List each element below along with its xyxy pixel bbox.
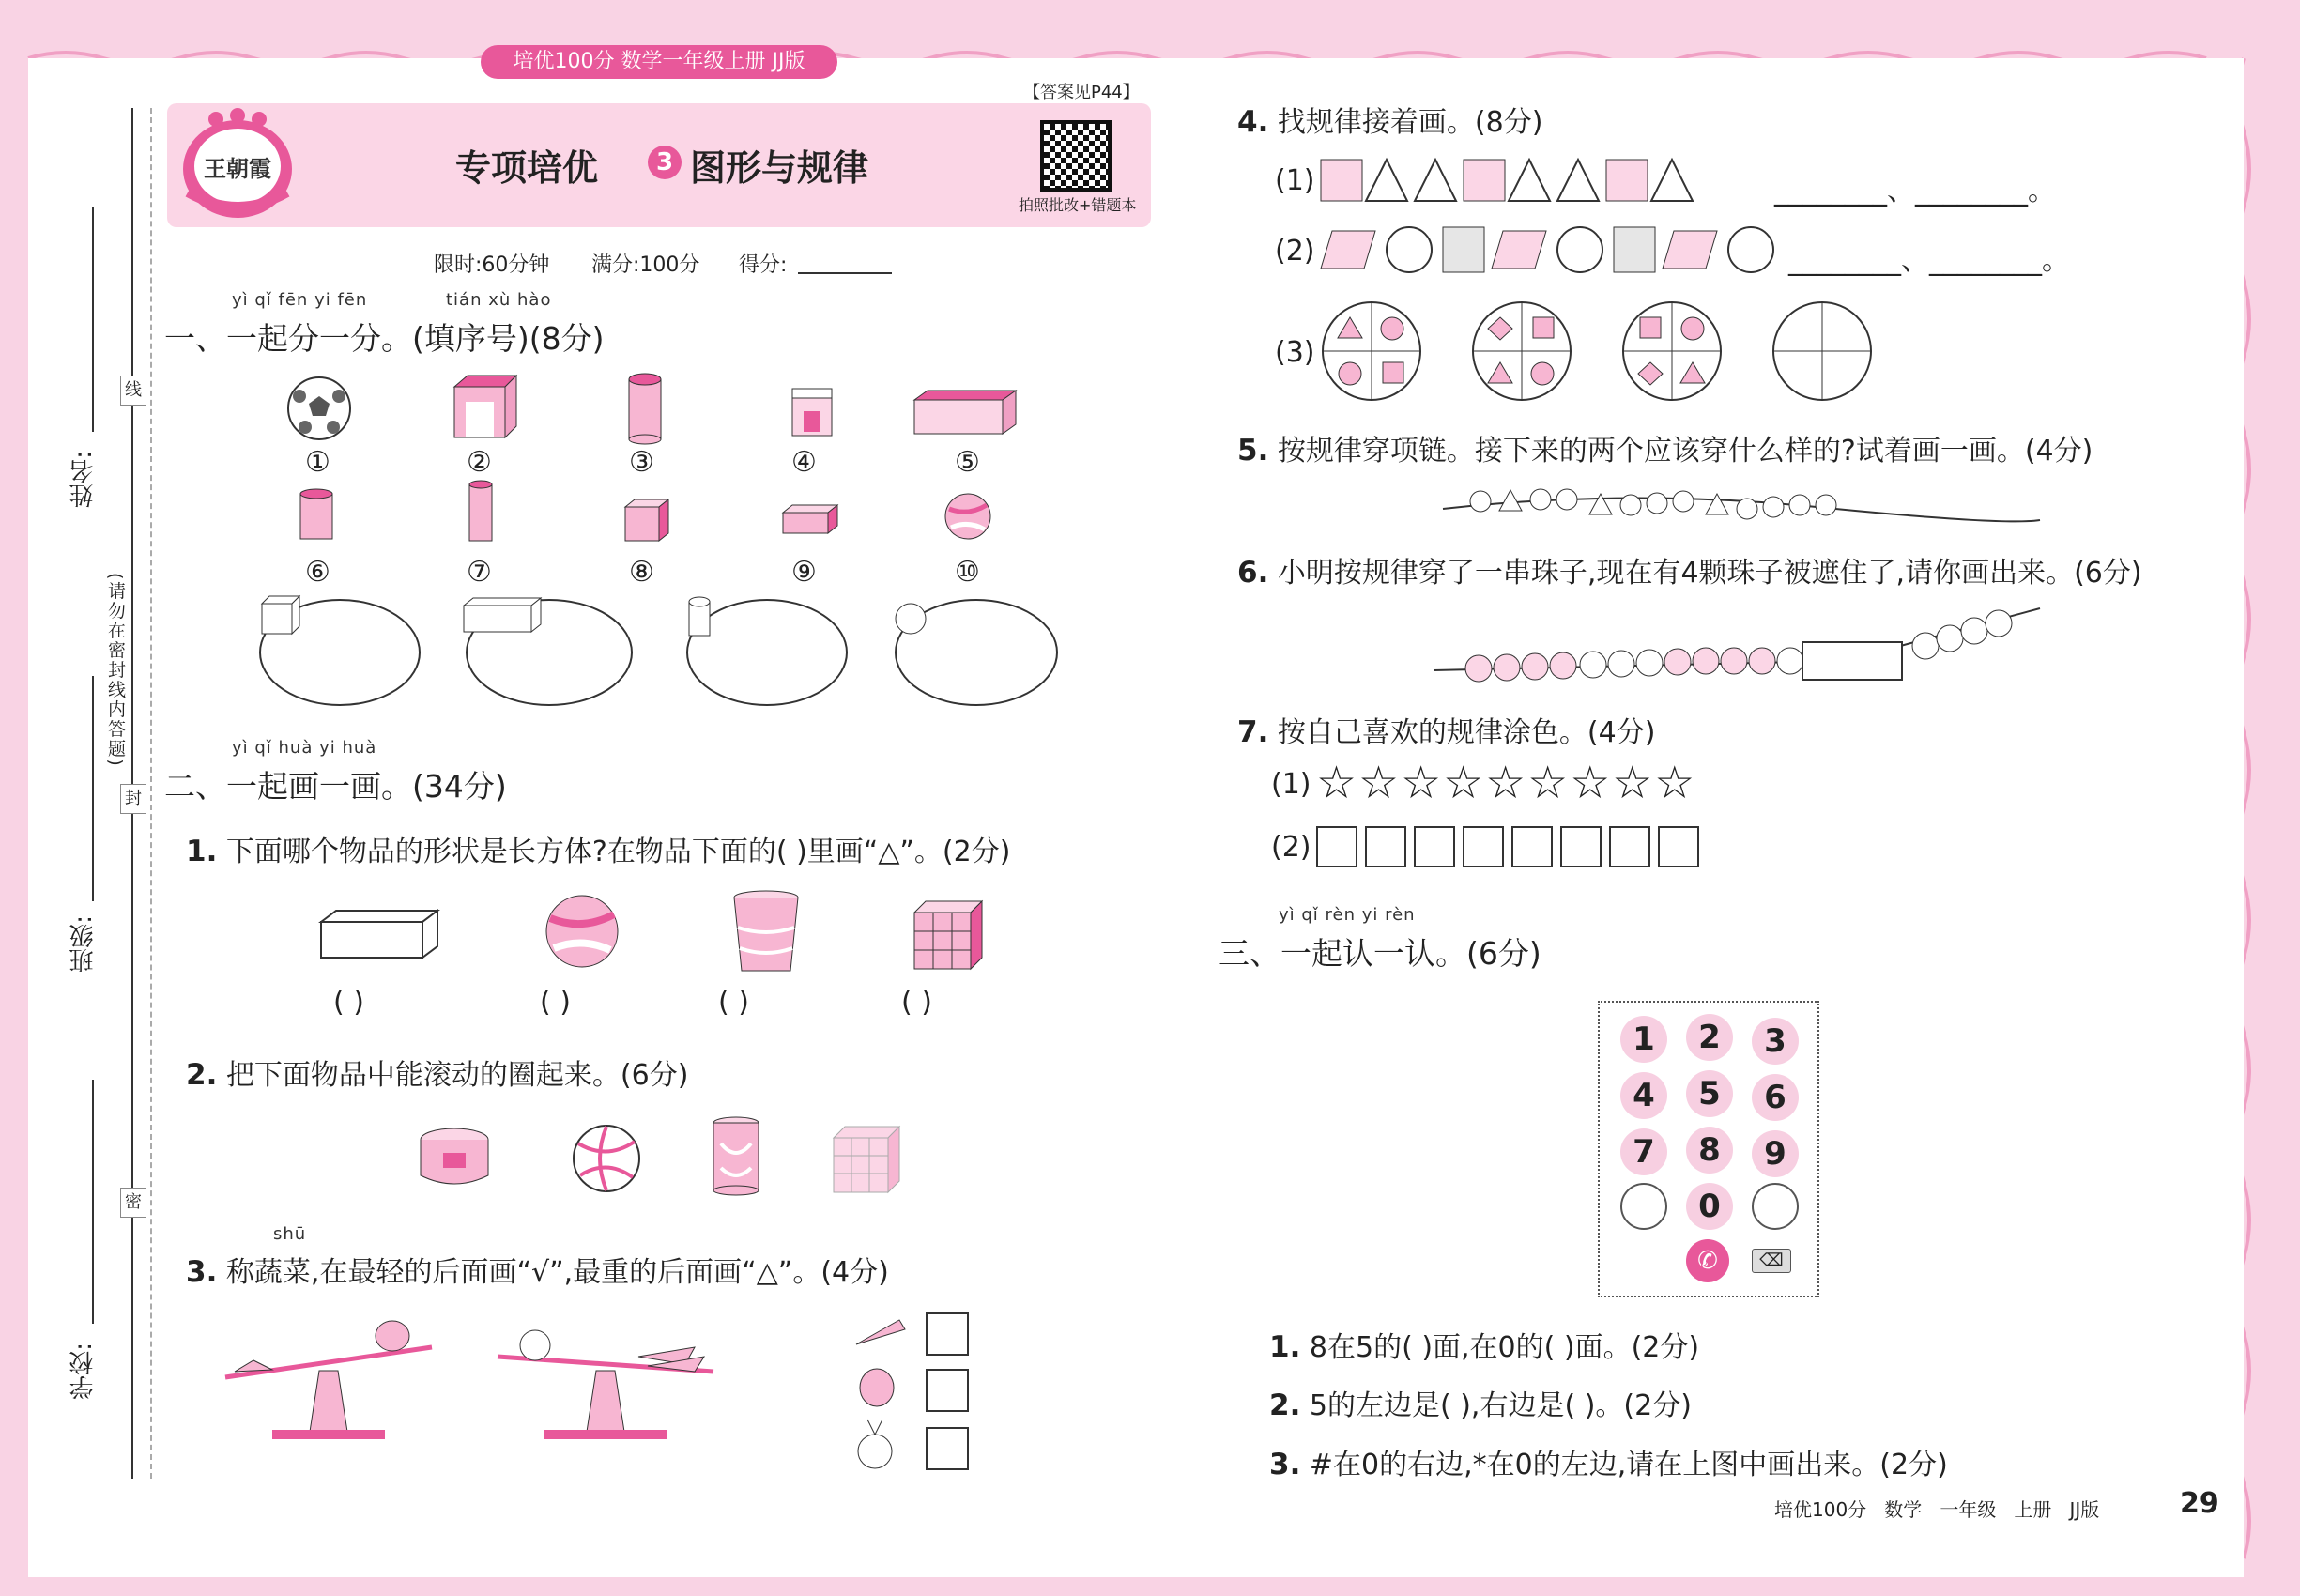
key-blank-left[interactable] (1620, 1183, 1667, 1230)
qr-code[interactable] (1040, 120, 1112, 192)
q6-beads[interactable] (1432, 599, 2042, 683)
q3-pinyin: shū (273, 1224, 307, 1244)
s3-question1: 1. 8在5的( )面,在0的( )面。(2分) (1269, 1330, 1700, 1364)
key-9[interactable]: 9 (1752, 1130, 1799, 1177)
item-cube-box (452, 374, 518, 439)
unit-number-badge: 3 (648, 146, 682, 179)
banner-title: 专项培优 (455, 147, 599, 189)
call-icon[interactable]: ✆ (1686, 1239, 1729, 1282)
s2-question1: 1. 下面哪个物品的形状是长方体?在物品下面的( )里画“△”。(2分) (186, 835, 1011, 868)
q4-row2-pattern (1319, 225, 1788, 278)
s2-question3: shū 3. 称蔬菜,在最轻的后面画“√”,最重的后面画“△”。(4分) (186, 1224, 889, 1289)
scale-radish-carrots (488, 1319, 723, 1441)
phone-keypad (1598, 1001, 1819, 1297)
key-0[interactable]: 0 (1686, 1183, 1733, 1230)
label-5: ⑤ (955, 446, 980, 479)
item-soccer-ball (286, 376, 352, 441)
sorting-oval-cuboid[interactable] (460, 594, 634, 707)
label-8: ⑧ (629, 556, 654, 589)
q2-item-can[interactable] (712, 1115, 760, 1196)
section1-pinyin2: tián xù hào (446, 290, 552, 310)
section2-title: yì qǐ huà yi huà 二、一起画一画。(34分) (164, 738, 507, 805)
q4-row1-pattern (1319, 156, 1770, 205)
section1-pinyin1: yì qǐ fēn yi fēn (232, 290, 368, 310)
time-limit: 限时:60分钟 (434, 253, 550, 277)
q7-row2-label: (2) (1271, 831, 1311, 864)
veg-pepper (858, 1361, 896, 1408)
section1-title: yì qǐ fēn yi fēn tián xù hào 一、一起分一分。(填序号)(8分) (164, 290, 605, 357)
q7-row1-label: (1) (1271, 768, 1311, 801)
binding-dashed (150, 108, 152, 1479)
q1-answer-paren-1[interactable]: ( ) (333, 986, 364, 1019)
scale-carrot-pepper (216, 1319, 441, 1441)
sorting-oval-sphere[interactable] (892, 594, 1061, 707)
q6-title: 6. 小明按规律穿了一串珠子,现在有4颗珠子被遮住了,请你画出来。(6分) (1237, 556, 2142, 590)
section3-pinyin: yì qǐ rèn yi rèn (1279, 905, 1416, 925)
veg-answer-box-radish[interactable] (926, 1427, 969, 1470)
key-7[interactable]: 7 (1620, 1128, 1667, 1175)
key-8[interactable]: 8 (1686, 1127, 1733, 1174)
q4-row1-label: (1) (1275, 164, 1315, 197)
item-can-7 (468, 479, 496, 545)
s3-question3: 3. #在0的右边,*在0的左边,请在上图中画出来。(2分) (1269, 1448, 1948, 1481)
q1-item-ball (544, 894, 620, 969)
q5-necklace[interactable] (1441, 481, 2042, 528)
item-cylinder-can (627, 372, 665, 445)
q1-answer-paren-4[interactable]: ( ) (901, 986, 932, 1019)
label-7: ⑦ (467, 556, 492, 589)
q2-item-sharpener[interactable] (417, 1125, 492, 1192)
footer-text: 培优100分 数学 一年级 上册 JJ版 (1774, 1498, 2100, 1521)
q4-row2-label: (2) (1275, 235, 1315, 268)
logo (178, 108, 297, 223)
unit-title: 图形与规律 (690, 147, 869, 189)
q1-answer-paren-3[interactable]: ( ) (718, 986, 749, 1019)
item-can-6 (299, 488, 336, 543)
item-long-box (911, 387, 1019, 438)
q1-item-cuboid (317, 909, 439, 961)
key-3[interactable]: 3 (1752, 1018, 1799, 1065)
header-tab: 培优100分 数学一年级上册 JJ版 (481, 45, 837, 79)
key-6[interactable]: 6 (1752, 1074, 1799, 1121)
q7-title: 7. 按自己喜欢的规律涂色。(4分) (1237, 715, 1656, 749)
score-blank[interactable] (798, 272, 892, 274)
label-4: ④ (791, 446, 817, 479)
backspace-icon[interactable]: ⌫ (1752, 1249, 1791, 1273)
page-number: 29 (2180, 1487, 2219, 1520)
school-label: 学校: (69, 1343, 98, 1400)
seal-mark: 封 (120, 784, 146, 814)
q4-row3-pattern (1319, 300, 1882, 406)
label-9: ⑨ (791, 556, 817, 589)
item-ball-10 (943, 492, 992, 541)
label-10: ⑩ (955, 556, 980, 589)
q7-stars[interactable]: ☆☆☆☆☆☆☆☆☆ (1316, 757, 1697, 809)
q7-squares[interactable] (1316, 826, 1707, 867)
s2-question2: 2. 把下面物品中能滚动的圈起来。(6分) (186, 1058, 689, 1092)
label-6: ⑥ (305, 556, 330, 589)
key-blank-right[interactable] (1752, 1183, 1799, 1230)
label-3: ③ (629, 446, 654, 479)
sorting-oval-cylinder[interactable] (685, 594, 850, 707)
label-1: ① (305, 446, 330, 479)
key-1[interactable]: 1 (1620, 1016, 1667, 1063)
q1-item-rubik-cube (911, 899, 986, 974)
veg-carrot (852, 1312, 909, 1350)
seal-notice: (请勿在密封线内答题) (105, 573, 126, 768)
key-2[interactable]: 2 (1686, 1014, 1733, 1061)
secret-mark: 密 (120, 1188, 146, 1218)
item-small-box (789, 385, 836, 437)
q5-title: 5. 按规律穿项链。接下来的两个应该穿什么样的?试着画一画。(4分) (1237, 434, 2093, 468)
veg-answer-box-carrot[interactable] (926, 1312, 969, 1356)
q2-item-cube[interactable] (830, 1125, 901, 1194)
class-line (92, 676, 94, 901)
line-mark: 线 (120, 376, 146, 406)
label-2: ② (467, 446, 492, 479)
section3-title: yì qǐ rèn yi rèn 三、一起认一认。(6分) (1219, 905, 1541, 972)
qr-label: 拍照批改+错题本 (1019, 196, 1137, 214)
q1-answer-paren-2[interactable]: ( ) (540, 986, 571, 1019)
q4-row3-label: (3) (1275, 336, 1315, 369)
answer-reference: 【答案见P44】 (1023, 83, 1140, 102)
item-flat-box-9 (781, 503, 839, 537)
name-label: 姓名: (69, 451, 98, 508)
section2-pinyin: yì qǐ huà yi huà (232, 738, 377, 758)
key-5[interactable]: 5 (1686, 1070, 1733, 1117)
q2-item-volleyball[interactable] (571, 1123, 642, 1194)
veg-radish (854, 1418, 899, 1474)
item-cube-8 (623, 498, 670, 543)
score-label: 得分: (739, 253, 788, 277)
key-4[interactable]: 4 (1620, 1072, 1667, 1119)
q4-row2-blanks[interactable]: ________、________。 (1788, 244, 2070, 277)
class-label: 班级: (69, 915, 98, 973)
sorting-oval-cube[interactable] (258, 594, 422, 707)
veg-answer-box-pepper[interactable] (926, 1369, 969, 1412)
logo-text: 王朝霞 (204, 156, 271, 182)
school-line (92, 1080, 94, 1324)
full-score: 满分:100分 (591, 253, 700, 277)
name-line (92, 207, 94, 432)
q4-title: 4. 找规律接着画。(8分) (1237, 105, 1543, 139)
s3-question2: 2. 5的左边是( ),右边是( )。(2分) (1269, 1389, 1692, 1422)
q4-row1-blanks[interactable]: ________、________。 (1774, 175, 2056, 207)
q1-item-cup (732, 890, 800, 976)
